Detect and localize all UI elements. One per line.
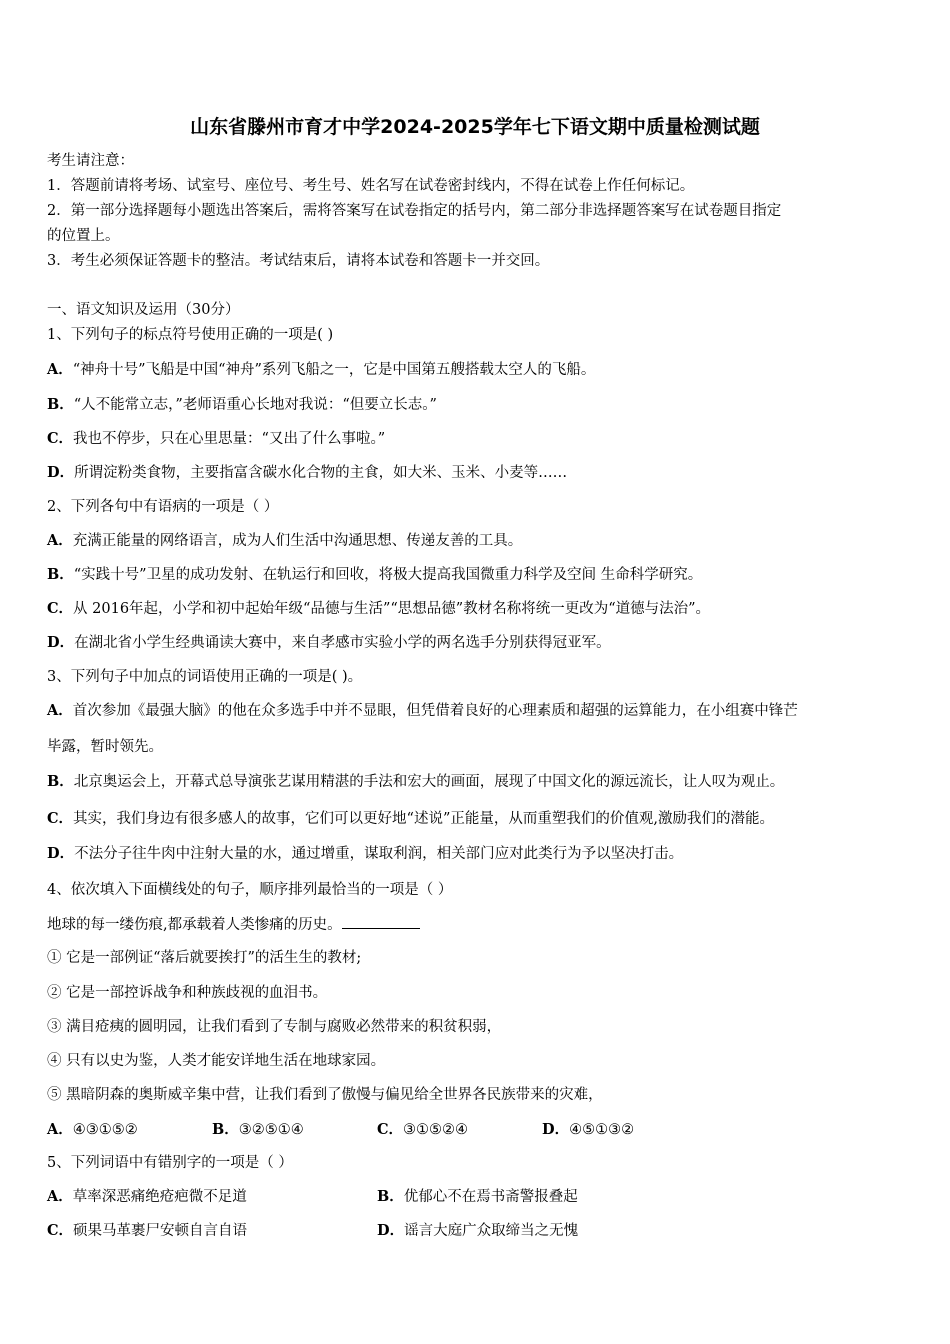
option-label: C． <box>47 1222 74 1239</box>
q4-option-b <box>212 1120 304 1140</box>
option-text: 北京奥运会上，开幕式总导演张艺谋用精湛的手法和宏大的画面，展现了中国文化的源远流长，让人叹为观止。 <box>73 774 785 790</box>
page-title: 山东省滕州市育才中学2024-2025学年七下语文期中质量检测试题 <box>190 116 760 138</box>
option-text: 谣言大庭广众取缔当之无愧 <box>404 1223 579 1239</box>
option-text: 我也不停步，只在心里思量：“又出了什么事啦。” <box>73 431 386 447</box>
q2-option-b <box>47 565 702 585</box>
notice-item-1: 1．答题前请将考场、试室号、座位号、考生号、姓名写在试卷密封线内，不得在试卷上作任何标记。 <box>47 178 695 194</box>
q3-option-a <box>47 701 798 721</box>
fill-blank <box>342 914 420 929</box>
option-label: D． <box>542 1121 570 1138</box>
q4-lead <box>47 914 420 935</box>
option-text: “实践十号”卫星的成功发射、在轨运行和回收，将极大提高我国微重力科学及空间 生命科学研究。 <box>73 567 703 583</box>
q1-stem: 1、下列句子的标点符号使用正确的一项是( ) <box>47 327 334 343</box>
option-label: D． <box>47 464 75 481</box>
q4-option-c <box>377 1120 468 1140</box>
option-label: C． <box>377 1121 404 1138</box>
section-heading: 一、语文知识及运用（30分） <box>47 302 240 318</box>
q3-option-b <box>47 772 784 792</box>
option-label: B． <box>47 396 74 413</box>
option-label: D． <box>377 1222 405 1239</box>
option-text: ③①⑤②④ <box>403 1122 469 1138</box>
q5-option-c <box>47 1221 247 1241</box>
option-text: 在湖北省小学生经典诵读大赛中，来自孝感市实验小学的两名选手分别获得冠亚军。 <box>74 635 611 651</box>
option-text: “神舟十号”飞船是中国“神舟”系列飞船之一，它是中国第五艘搭载太空人的飞船。 <box>72 362 596 378</box>
option-text: 草率深恶痛绝疮疤微不足道 <box>72 1189 247 1205</box>
q2-option-a <box>47 531 522 551</box>
q5-option-a <box>47 1187 247 1207</box>
q4-item-1: ① 它是一部例证“落后就要挨打”的活生生的教材; <box>47 950 362 966</box>
q1-option-b <box>47 395 437 415</box>
q4-option-a <box>47 1120 138 1140</box>
option-text: 充满正能量的网络语言，成为人们生活中沟通思想、传递友善的工具。 <box>72 533 523 549</box>
q3-stem: 3、下列句子中加点的词语使用正确的一项是( )。 <box>47 669 363 685</box>
q1-option-d <box>47 463 567 483</box>
option-text: ④⑤①③② <box>569 1122 635 1138</box>
option-label: A． <box>47 532 73 549</box>
q5-option-d <box>377 1221 578 1241</box>
option-text: 首次参加《最强大脑》的他在众多选手中并不显眼，但凭借着良好的心理素质和超强的运算能力，在小组赛中锋芒 <box>72 703 798 719</box>
notice-item-2-cont: 的位置上。 <box>47 228 120 244</box>
q4-item-5: ⑤ 黑暗阴森的奥斯威辛集中营，让我们看到了傲慢与偏见给全世界各民族带来的灾难， <box>47 1087 603 1103</box>
option-label: B． <box>47 773 74 790</box>
option-text: 不法分子往牛肉中注射大量的水，通过增重，谋取利润，相关部门应对此类行为予以坚决打击。 <box>74 846 684 862</box>
q4-item-2: ② 它是一部控诉战争和种族歧视的血泪书。 <box>47 985 328 1001</box>
q5-stem: 5、下列词语中有错别字的一项是（ ） <box>47 1155 293 1171</box>
q3-option-a-cont: 毕露，暂时领先。 <box>47 739 163 755</box>
q2-stem: 2、下列各句中有语病的一项是（ ） <box>47 499 279 515</box>
q4-option-d <box>542 1120 634 1140</box>
notice-item-2: 2．第一部分选择题每小题选出答案后，需将答案写在试卷指定的括号内，第二部分非选择题答案写在试卷题目指定 <box>47 203 782 219</box>
option-text: 优郁心不在焉书斋警报叠起 <box>403 1189 578 1205</box>
option-label: C． <box>47 430 74 447</box>
q4-item-3: ③ 满目疮痍的圆明园，让我们看到了专制与腐败必然带来的积贫积弱， <box>47 1019 502 1035</box>
option-label: A． <box>47 1121 73 1138</box>
option-label: D． <box>47 845 75 862</box>
option-label: C． <box>47 810 74 827</box>
q2-option-d <box>47 633 611 653</box>
option-text: ③②⑤①④ <box>238 1122 304 1138</box>
q4-lead-text: 地球的每一缕伤痕,都承载着人类惨痛的历史。 <box>47 917 342 933</box>
option-label: B． <box>212 1121 239 1138</box>
option-label: A． <box>47 361 73 378</box>
option-text: 其实，我们身边有很多感人的故事，它们可以更好地“述说”正能量，从而重塑我们的价值观,激励我们的潜能。 <box>73 811 774 827</box>
option-label: B． <box>377 1188 404 1205</box>
q2-option-c <box>47 599 710 619</box>
notice-heading: 考生请注意： <box>47 153 134 169</box>
option-label: D． <box>47 634 75 651</box>
option-text: 从 2016年起，小学和初中起始年级“品德与生活”“思想品德”教材名称将统一更改为“道德与法治”。 <box>73 601 711 617</box>
q1-option-c <box>47 429 385 449</box>
q4-stem: 4、依次填入下面横线处的句子，顺序排列最恰当的一项是（ ） <box>47 882 453 898</box>
option-label: C． <box>47 600 74 617</box>
option-text: 所谓淀粉类食物，主要指富含碳水化合物的主食，如大米、玉米、小麦等…… <box>74 465 568 481</box>
option-label: B． <box>47 566 74 583</box>
option-text: 硕果马革裹尸安顿自言自语 <box>73 1223 248 1239</box>
q1-option-a <box>47 360 595 380</box>
option-text: ④③①⑤② <box>72 1122 138 1138</box>
option-label: A． <box>47 1188 73 1205</box>
q3-option-c <box>47 809 774 829</box>
option-label: A． <box>47 702 73 719</box>
q3-option-d <box>47 844 683 864</box>
q4-item-4: ④ 只有以史为鉴，人类才能安详地生活在地球家园。 <box>47 1053 386 1069</box>
notice-item-3: 3．考生必须保证答题卡的整洁。考试结束后，请将本试卷和答题卡一并交回。 <box>47 253 550 269</box>
option-text: “人不能常立志，”老师语重心长地对我说：“但要立长志。” <box>73 397 437 413</box>
q5-option-b <box>377 1187 578 1207</box>
